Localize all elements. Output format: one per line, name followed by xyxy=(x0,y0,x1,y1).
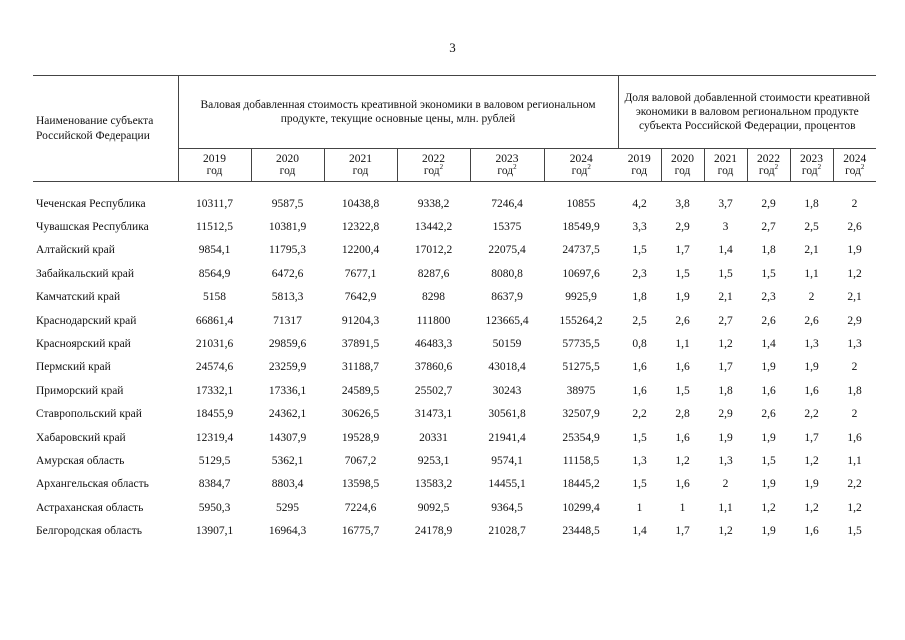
gva-value: 20331 xyxy=(419,431,448,444)
share-value: 1,1 xyxy=(804,267,819,280)
year-unit: год xyxy=(497,165,514,177)
header-region-name: Наименование субъекта Российской Федерации xyxy=(33,76,178,182)
gva-value: 21028,7 xyxy=(488,525,526,538)
gva-value: 24178,9 xyxy=(414,525,453,538)
gva-value: 7246,4 xyxy=(491,197,523,210)
table-row xyxy=(33,496,876,519)
gva-value: 21031,6 xyxy=(195,338,234,351)
gva-value: 14455,1 xyxy=(488,478,526,491)
share-value: 3,8 xyxy=(675,197,690,210)
share-value: 1,7 xyxy=(804,431,819,444)
gva-value: 8298 xyxy=(422,291,445,304)
share-value: 1,5 xyxy=(761,267,776,280)
table-header xyxy=(33,76,876,182)
gva-value: 5295 xyxy=(276,501,299,514)
table-row xyxy=(33,262,876,285)
header-share-group: Доля валовой добавленной стоимости креативной экономики в валовом региональном продукте субъекта Российской Федерации, процентов xyxy=(618,76,876,149)
gva-value: 9092,5 xyxy=(417,501,450,514)
year-unit: год xyxy=(206,165,223,177)
share-value: 2 xyxy=(851,361,858,374)
year-unit: год xyxy=(279,165,296,177)
gva-value: 10438,8 xyxy=(341,197,380,210)
share-value: 1,6 xyxy=(632,384,647,397)
share-value: 1,8 xyxy=(804,197,819,210)
year-header-share-5 xyxy=(833,149,876,182)
gva-value: 7224,6 xyxy=(344,501,377,514)
gva-value: 31188,7 xyxy=(342,361,379,374)
gva-value: 11795,3 xyxy=(269,244,306,257)
gva-value: 17336,1 xyxy=(268,384,307,397)
share-value: 2,6 xyxy=(804,314,819,327)
share-value: 1,5 xyxy=(675,267,690,280)
footnote-marker: 2 xyxy=(860,163,865,171)
share-value: 1,3 xyxy=(804,338,819,351)
gva-value: 13583,2 xyxy=(414,478,453,491)
share-value: 2,6 xyxy=(675,314,690,327)
share-value: 1,3 xyxy=(847,338,862,351)
gva-value: 13907,1 xyxy=(195,525,234,538)
year-header-gva-4 xyxy=(470,149,544,182)
share-value: 1,9 xyxy=(847,244,862,257)
header-gva-group: Валовая добавленная стоимость креативной экономики в валовом региональном продукте, текущие основные цены, млн. рублей xyxy=(178,76,618,149)
year-label: 2021 xyxy=(714,153,737,165)
share-value: 1,2 xyxy=(761,501,776,514)
share-value: 1,1 xyxy=(718,501,733,514)
gva-value: 24737,5 xyxy=(562,244,600,257)
gva-value: 43018,4 xyxy=(488,361,526,374)
table-row xyxy=(33,473,876,496)
year-label: 2024 xyxy=(569,153,593,165)
footnote-marker: 2 xyxy=(774,163,779,171)
share-value: 1,9 xyxy=(718,431,733,444)
gva-value: 25502,7 xyxy=(414,384,453,397)
gva-value: 25354,9 xyxy=(562,431,600,444)
share-value: 2,9 xyxy=(718,408,733,421)
gva-value: 17332,1 xyxy=(195,384,234,397)
table-row xyxy=(33,403,876,426)
gva-value: 16964,3 xyxy=(268,525,307,538)
region-name: Архангельская область xyxy=(36,478,149,491)
year-label: 2023 xyxy=(800,153,823,165)
share-value: 2,5 xyxy=(804,221,819,234)
share-value: 1,9 xyxy=(804,478,819,491)
share-value: 1,7 xyxy=(718,361,733,374)
gva-value: 18455,9 xyxy=(195,408,234,421)
table-row xyxy=(33,309,876,332)
share-value: 1,8 xyxy=(632,291,647,304)
gva-value: 123665,4 xyxy=(485,314,529,327)
gva-value: 19528,9 xyxy=(341,431,380,444)
region-name: Камчатский край xyxy=(36,291,121,304)
year-label: 2022 xyxy=(757,153,780,165)
gva-value: 5362,1 xyxy=(271,454,304,467)
share-value: 1,6 xyxy=(675,431,690,444)
gva-value: 31473,1 xyxy=(414,408,453,421)
share-value: 1,7 xyxy=(675,244,690,257)
share-value: 2,2 xyxy=(804,408,819,421)
share-value: 1,1 xyxy=(847,454,862,467)
year-unit: год xyxy=(801,165,818,177)
region-name: Ставропольский край xyxy=(36,408,142,421)
share-value: 1,1 xyxy=(675,338,690,351)
gva-value: 14307,9 xyxy=(268,431,307,444)
share-value: 1 xyxy=(679,501,686,514)
share-value: 1,6 xyxy=(675,478,690,491)
gva-value: 30243 xyxy=(492,384,522,397)
gva-value: 8384,7 xyxy=(198,478,231,491)
gva-value: 10381,9 xyxy=(268,221,307,234)
gva-value: 30626,5 xyxy=(341,408,380,421)
share-value: 2 xyxy=(722,478,729,491)
table-row xyxy=(33,286,876,309)
share-value: 3,7 xyxy=(718,197,733,210)
gva-value: 12319,4 xyxy=(195,431,234,444)
year-unit: год xyxy=(571,165,588,177)
year-header-gva-1 xyxy=(251,149,324,182)
gva-value: 7642,9 xyxy=(344,291,377,304)
gva-value: 11512,5 xyxy=(196,221,233,234)
year-label: 2022 xyxy=(422,153,445,165)
year-label: 2024 xyxy=(843,153,867,165)
gva-value: 37860,6 xyxy=(414,361,453,374)
share-value: 2,3 xyxy=(632,267,647,280)
share-value: 2 xyxy=(851,408,858,421)
gva-value: 21941,4 xyxy=(488,431,526,444)
share-value: 2,6 xyxy=(761,314,776,327)
gva-value: 5813,3 xyxy=(271,291,304,304)
region-name: Приморский край xyxy=(36,384,124,397)
gva-value: 9253,1 xyxy=(417,454,450,467)
share-value: 1,5 xyxy=(632,244,647,257)
gva-value: 9364,5 xyxy=(491,501,523,514)
share-value: 2,8 xyxy=(675,408,690,421)
footnote-marker: 2 xyxy=(439,163,444,171)
share-value: 2,9 xyxy=(675,221,690,234)
region-name: Красноярский край xyxy=(36,338,131,351)
gva-value: 91204,3 xyxy=(341,314,380,327)
gva-value: 8637,9 xyxy=(491,291,523,304)
share-value: 2 xyxy=(808,291,815,304)
table-row xyxy=(33,449,876,472)
year-label: 2021 xyxy=(349,153,372,165)
gva-value: 9338,2 xyxy=(417,197,450,210)
share-value: 2,7 xyxy=(718,314,733,327)
share-value: 2,1 xyxy=(718,291,733,304)
share-value: 1,2 xyxy=(718,525,733,538)
gva-value: 66861,4 xyxy=(195,314,234,327)
share-value: 2,1 xyxy=(804,244,819,257)
gva-value: 24589,5 xyxy=(341,384,380,397)
gva-value: 5158 xyxy=(203,291,226,304)
share-value: 1,7 xyxy=(675,525,690,538)
gva-value: 7067,2 xyxy=(344,454,377,467)
year-unit: год xyxy=(674,165,691,177)
share-value: 2,9 xyxy=(847,314,862,327)
gva-value: 9854,1 xyxy=(198,244,231,257)
share-value: 2,2 xyxy=(847,478,862,491)
share-value: 2,1 xyxy=(847,291,862,304)
gva-value: 8803,4 xyxy=(271,478,304,491)
share-value: 1,9 xyxy=(761,525,776,538)
year-unit: год xyxy=(845,165,861,177)
share-value: 1,9 xyxy=(761,431,776,444)
region-name: Чувашская Республика xyxy=(36,221,149,234)
gva-value: 17012,2 xyxy=(414,244,453,257)
share-value: 0,8 xyxy=(632,338,647,351)
share-value: 1,4 xyxy=(718,244,733,257)
gva-value: 37891,5 xyxy=(341,338,380,351)
share-value: 1,9 xyxy=(804,361,819,374)
share-value: 2,7 xyxy=(761,221,776,234)
region-name: Астраханская область xyxy=(36,501,144,514)
share-value: 2,5 xyxy=(632,314,647,327)
share-value: 1,5 xyxy=(718,267,733,280)
share-value: 1,9 xyxy=(761,478,776,491)
gva-value: 38975 xyxy=(566,384,596,397)
gva-value: 23448,5 xyxy=(562,525,600,538)
table-row xyxy=(33,356,876,379)
share-value: 1,8 xyxy=(718,384,733,397)
share-value: 1,2 xyxy=(675,454,690,467)
share-value: 1,8 xyxy=(847,384,862,397)
gva-value: 8564,9 xyxy=(198,267,231,280)
share-value: 1,5 xyxy=(761,454,776,467)
share-value: 2 xyxy=(851,197,858,210)
region-name: Белгородская область xyxy=(36,525,142,538)
share-value: 1,9 xyxy=(675,291,690,304)
share-value: 3,3 xyxy=(632,221,647,234)
share-value: 1,6 xyxy=(804,384,819,397)
gva-value: 32507,9 xyxy=(562,408,600,421)
share-value: 2,6 xyxy=(847,221,862,234)
gva-value: 57735,5 xyxy=(562,338,600,351)
year-header-gva-2 xyxy=(324,149,397,182)
gva-value: 7677,1 xyxy=(344,267,377,280)
gva-value: 10697,6 xyxy=(562,267,600,280)
footnote-marker: 2 xyxy=(513,163,517,171)
gva-value: 8080,8 xyxy=(491,267,523,280)
region-name: Краснодарский край xyxy=(36,314,137,327)
gva-value: 18445,2 xyxy=(562,478,600,491)
year-label: 2019 xyxy=(203,153,226,165)
year-label: 2020 xyxy=(276,153,299,165)
year-header-share-2 xyxy=(704,149,747,182)
gva-value: 5129,5 xyxy=(198,454,231,467)
year-unit: год xyxy=(758,165,775,177)
share-value: 4,2 xyxy=(632,197,647,210)
year-label: 2023 xyxy=(495,153,519,165)
table-row xyxy=(33,379,876,402)
share-value: 2,3 xyxy=(761,291,776,304)
gva-value: 23259,9 xyxy=(268,361,307,374)
gva-value: 10855 xyxy=(566,197,596,210)
gva-value: 30561,8 xyxy=(488,408,526,421)
gva-value: 5950,3 xyxy=(198,501,231,514)
gva-value: 10311,7 xyxy=(196,197,233,210)
page-number: 3 xyxy=(449,40,456,55)
gva-value: 51275,5 xyxy=(562,361,600,374)
gva-value: 22075,4 xyxy=(488,244,526,257)
share-value: 1,6 xyxy=(761,384,776,397)
gva-value: 155264,2 xyxy=(559,314,603,327)
gva-value: 46483,3 xyxy=(414,338,453,351)
year-header-share-3 xyxy=(747,149,790,182)
year-header-share-0 xyxy=(618,149,661,182)
share-value: 1,6 xyxy=(847,431,862,444)
gva-value: 13598,5 xyxy=(341,478,380,491)
year-unit: год xyxy=(352,165,369,177)
region-name: Хабаровский край xyxy=(36,431,126,444)
share-value: 2,9 xyxy=(761,197,776,210)
table-row xyxy=(33,519,876,542)
year-header-gva-5 xyxy=(544,149,618,182)
table-row xyxy=(33,215,876,238)
share-value: 1,2 xyxy=(847,501,862,514)
share-value: 1,9 xyxy=(761,361,776,374)
creative-economy-table xyxy=(33,75,876,543)
table-body xyxy=(33,182,876,543)
share-value: 1,8 xyxy=(761,244,776,257)
gva-value: 13442,2 xyxy=(414,221,453,234)
share-value: 1,2 xyxy=(847,267,862,280)
share-value: 1,5 xyxy=(632,478,647,491)
gva-value: 12200,4 xyxy=(341,244,380,257)
year-header-gva-3 xyxy=(397,149,470,182)
year-header-share-1 xyxy=(661,149,704,182)
year-unit: год xyxy=(717,165,734,177)
table-row xyxy=(33,426,876,449)
gva-value: 15375 xyxy=(492,221,522,234)
share-value: 1,5 xyxy=(675,384,690,397)
share-value: 1,5 xyxy=(632,431,647,444)
region-name: Чеченская Республика xyxy=(36,197,146,210)
gva-value: 24362,1 xyxy=(268,408,307,421)
region-name: Амурская область xyxy=(36,454,125,467)
region-name: Забайкальский край xyxy=(36,267,135,280)
gva-value: 12322,8 xyxy=(341,221,380,234)
share-value: 1,3 xyxy=(632,454,647,467)
gva-value: 24574,6 xyxy=(195,361,234,374)
share-value: 1,6 xyxy=(632,361,647,374)
share-value: 3 xyxy=(722,221,729,234)
share-value: 1,2 xyxy=(804,454,819,467)
gva-value: 9925,9 xyxy=(565,291,597,304)
year-header-gva-0 xyxy=(178,149,251,182)
year-unit: год xyxy=(631,165,648,177)
year-label: 2019 xyxy=(627,153,651,165)
footnote-marker: 2 xyxy=(587,163,591,171)
share-value: 2,2 xyxy=(632,408,647,421)
share-value: 1,2 xyxy=(804,501,819,514)
year-unit: год xyxy=(423,165,440,177)
year-label: 2020 xyxy=(671,153,694,165)
gva-value: 9587,5 xyxy=(271,197,304,210)
share-value: 2,6 xyxy=(761,408,776,421)
gva-value: 29859,6 xyxy=(268,338,307,351)
gva-value: 16775,7 xyxy=(341,525,380,538)
table-row xyxy=(33,192,876,215)
footnote-marker: 2 xyxy=(817,163,822,171)
share-value: 1,3 xyxy=(718,454,733,467)
share-value: 1,2 xyxy=(718,338,733,351)
gva-value: 18549,9 xyxy=(562,221,600,234)
share-value: 1,6 xyxy=(675,361,690,374)
gva-value: 71317 xyxy=(273,314,302,327)
gva-value: 11158,5 xyxy=(562,454,600,467)
share-value: 1,4 xyxy=(632,525,647,538)
gva-value: 111800 xyxy=(416,314,451,327)
region-name: Пермский край xyxy=(36,361,111,374)
table-row xyxy=(33,239,876,262)
gva-value: 8287,6 xyxy=(417,267,450,280)
gva-value: 10299,4 xyxy=(562,501,600,514)
gva-value: 50159 xyxy=(492,338,522,351)
gva-value: 6472,6 xyxy=(271,267,304,280)
gva-value: 9574,1 xyxy=(491,454,523,467)
table-row xyxy=(33,332,876,355)
year-header-share-4 xyxy=(790,149,833,182)
share-value: 1,5 xyxy=(847,525,862,538)
region-name: Алтайский край xyxy=(36,244,115,257)
share-value: 1,4 xyxy=(761,338,776,351)
share-value: 1 xyxy=(636,501,643,514)
share-value: 1,6 xyxy=(804,525,819,538)
